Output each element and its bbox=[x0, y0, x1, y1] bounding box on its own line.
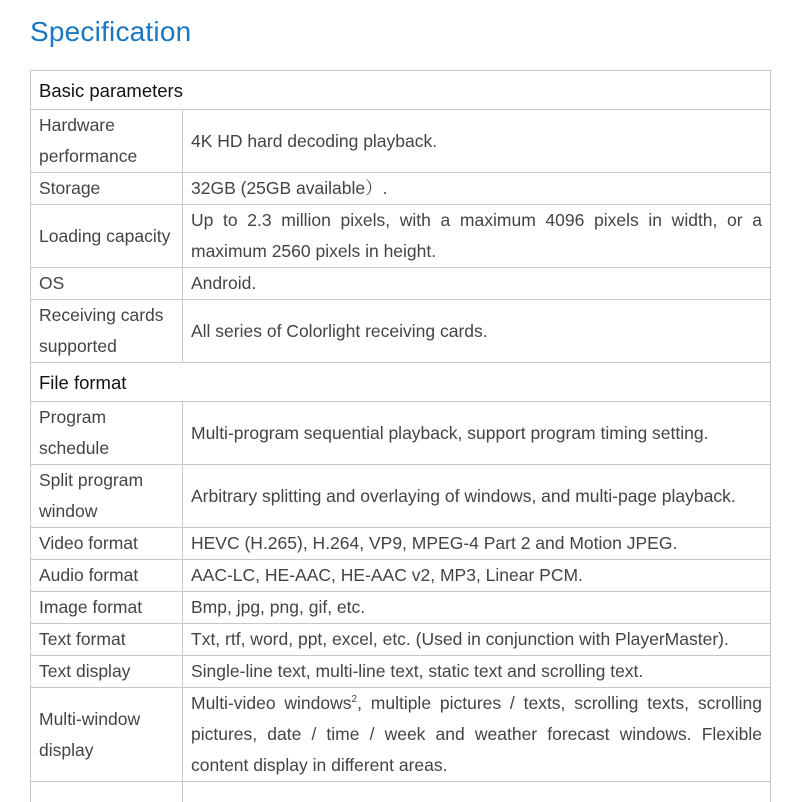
specification-table bbox=[30, 70, 771, 802]
table-row bbox=[31, 592, 771, 624]
row-value: Bmp, jpg, png, gif, etc. bbox=[183, 592, 771, 624]
table-row bbox=[31, 688, 771, 782]
value-text: , multiple pictures / texts, scrolling texts, scrolling pictures, date / time / week and weather forecast windows. Flexible content display in different areas. bbox=[191, 693, 762, 775]
table-row bbox=[31, 173, 771, 205]
row-value: AAC-LC, HE-AAC, HE-AAC v2, MP3, Linear PCM. bbox=[183, 560, 771, 592]
section-header-row bbox=[31, 71, 771, 110]
row-value: HEVC (H.265), H.264, VP9, MPEG-4 Part 2 and Motion JPEG. bbox=[183, 528, 771, 560]
table-row bbox=[31, 110, 771, 173]
row-value: Multi-program sequential playback, support program timing setting. bbox=[183, 402, 771, 465]
table-row bbox=[31, 300, 771, 363]
table-row bbox=[31, 402, 771, 465]
section-heading: Basic parameters bbox=[31, 71, 771, 110]
table-row-partial bbox=[31, 782, 771, 802]
table-row bbox=[31, 465, 771, 528]
row-label: Audio format bbox=[31, 560, 183, 592]
row-label: Loading capacity bbox=[31, 205, 183, 268]
row-value: Arbitrary splitting and overlaying of windows, and multi-page playback. bbox=[183, 465, 771, 528]
row-value bbox=[183, 688, 771, 782]
row-label: Multi-window display bbox=[31, 688, 183, 782]
footnote-marker: 2 bbox=[352, 694, 358, 705]
row-value: Android. bbox=[183, 268, 771, 300]
table-row bbox=[31, 624, 771, 656]
table-row bbox=[31, 656, 771, 688]
row-value: Txt, rtf, word, ppt, excel, etc. (Used in conjunction with PlayerMaster). bbox=[183, 624, 771, 656]
row-label: Image format bbox=[31, 592, 183, 624]
row-value: Single-line text, multi-line text, static text and scrolling text. bbox=[183, 656, 771, 688]
table-row bbox=[31, 268, 771, 300]
section-header-row bbox=[31, 363, 771, 402]
row-value: 32GB (25GB available）. bbox=[183, 173, 771, 205]
row-label: Hardware performance bbox=[31, 110, 183, 173]
page-title: Specification bbox=[30, 16, 191, 48]
table-row bbox=[31, 528, 771, 560]
row-value: 4K HD hard decoding playback. bbox=[183, 110, 771, 173]
row-label: OS bbox=[31, 268, 183, 300]
row-label: Receiving cards supported bbox=[31, 300, 183, 363]
row-label bbox=[31, 782, 183, 802]
row-label: Text display bbox=[31, 656, 183, 688]
row-label: Storage bbox=[31, 173, 183, 205]
table-row bbox=[31, 205, 771, 268]
row-label: Video format bbox=[31, 528, 183, 560]
row-label: Text format bbox=[31, 624, 183, 656]
row-value bbox=[183, 782, 771, 802]
row-label: Program schedule bbox=[31, 402, 183, 465]
row-value: Up to 2.3 million pixels, with a maximum 4096 pixels in width, or a maximum 2560 pixels in height. bbox=[183, 205, 771, 268]
row-value: All series of Colorlight receiving cards. bbox=[183, 300, 771, 363]
section-heading: File format bbox=[31, 363, 771, 402]
value-text: Multi-video windows bbox=[191, 693, 352, 713]
table-row bbox=[31, 560, 771, 592]
row-label: Split program window bbox=[31, 465, 183, 528]
